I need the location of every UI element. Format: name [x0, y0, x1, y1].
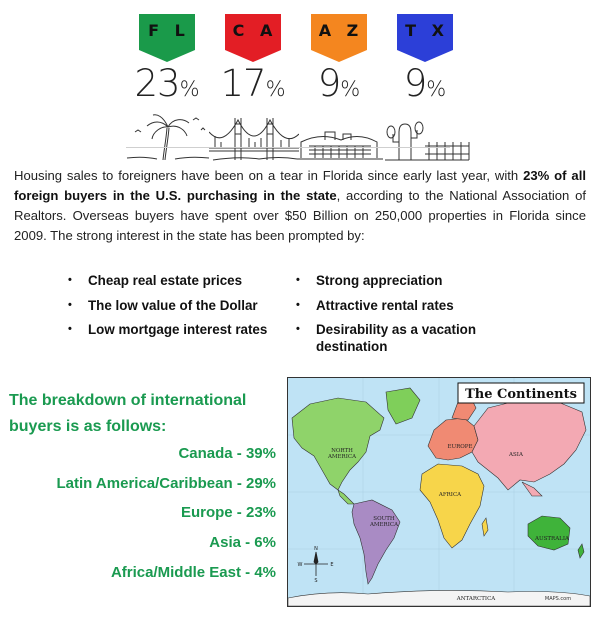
list-item: • Cheap real estate prices	[66, 272, 298, 289]
svg-text:E: E	[330, 562, 334, 568]
breakdown-title: The breakdown of international buyers is as follows:	[9, 392, 247, 435]
svg-text:W: W	[297, 562, 303, 568]
australia-shape	[528, 516, 570, 550]
africa-shape	[420, 464, 484, 548]
south-america-shape	[352, 500, 400, 584]
continents-map	[287, 377, 591, 607]
label-north-america: NORTH AMERICA	[327, 448, 357, 460]
label-africa: AFRICA	[438, 492, 462, 498]
state-badge-az	[311, 14, 367, 105]
breakdown-item: Asia - 6%	[209, 534, 276, 552]
state-percent-ca: 17%	[220, 62, 286, 105]
golden-gate-bridge-sketch-icon	[209, 112, 299, 162]
reasons-list-right	[294, 272, 534, 363]
state-code-az: A Z	[311, 14, 367, 50]
cactus-fence-sketch-icon	[381, 112, 471, 162]
palm-tree-sketch-icon	[123, 112, 213, 162]
state-badge-ca	[220, 14, 286, 105]
map-credit: MAPS.com	[544, 596, 572, 602]
state-code-ca: C A	[225, 14, 281, 50]
state-badge-fl	[134, 14, 200, 105]
highlight-statistic: 23% of all foreign buyers in the U.S. purchasing in the state	[14, 168, 586, 203]
breakdown-item: Latin America/Caribbean - 29%	[56, 474, 276, 492]
state-code-tx: T X	[397, 14, 453, 50]
label-europe: EUROPE	[447, 444, 473, 450]
state-percent-az: 9%	[317, 62, 361, 105]
breakdown-item: Africa/Middle East - 4%	[110, 563, 276, 581]
north-america-shape	[292, 398, 384, 490]
state-percent-fl: 23%	[134, 62, 200, 105]
label-australia: AUSTRALIA	[535, 536, 569, 542]
svg-text:N: N	[314, 546, 318, 552]
city-skyline-sketch-icon	[295, 112, 385, 162]
state-badge-tx	[397, 14, 453, 105]
world-map-graphic	[288, 378, 590, 606]
list-item: • Strong appreciation	[294, 272, 534, 289]
asia-shape	[472, 400, 586, 490]
europe-shape	[428, 418, 478, 460]
label-antarctica: ANTARCTICA	[456, 596, 496, 602]
list-item: • Attractive rental rates	[294, 297, 534, 314]
map-title: The Continents	[465, 387, 577, 402]
state-code-fl: F L	[139, 14, 195, 50]
svg-text:S: S	[314, 578, 318, 584]
list-item: • Desirability as a vacation destination	[294, 321, 534, 355]
greenland-shape	[386, 388, 420, 424]
breakdown-item: Europe - 23%	[180, 504, 276, 522]
state-percent-tx: 9%	[403, 62, 447, 105]
breakdown-item: Canada - 39%	[178, 445, 276, 462]
list-item: • Low mortgage interest rates	[66, 321, 298, 338]
intro-paragraph: Housing sales to foreigners have been on a tear in Florida since early last year, with 23% of all foreign buyers in the U.S. purchasing in the state, according to the National Association of Realtors. Overseas buyers have spent over $50 Billion on 250,000 properties in Florida since 2009. The strong interest in the state has been prompted by:	[14, 168, 586, 243]
label-asia: ASIA	[509, 452, 523, 458]
breakdown-list	[10, 444, 276, 592]
reasons-list-left	[66, 272, 298, 346]
compass-rose-icon	[304, 552, 328, 576]
list-item: • The low value of the Dollar	[66, 297, 298, 314]
label-south-america: SOUTH AMERICA	[369, 516, 399, 528]
sketch-baseline	[126, 147, 450, 148]
